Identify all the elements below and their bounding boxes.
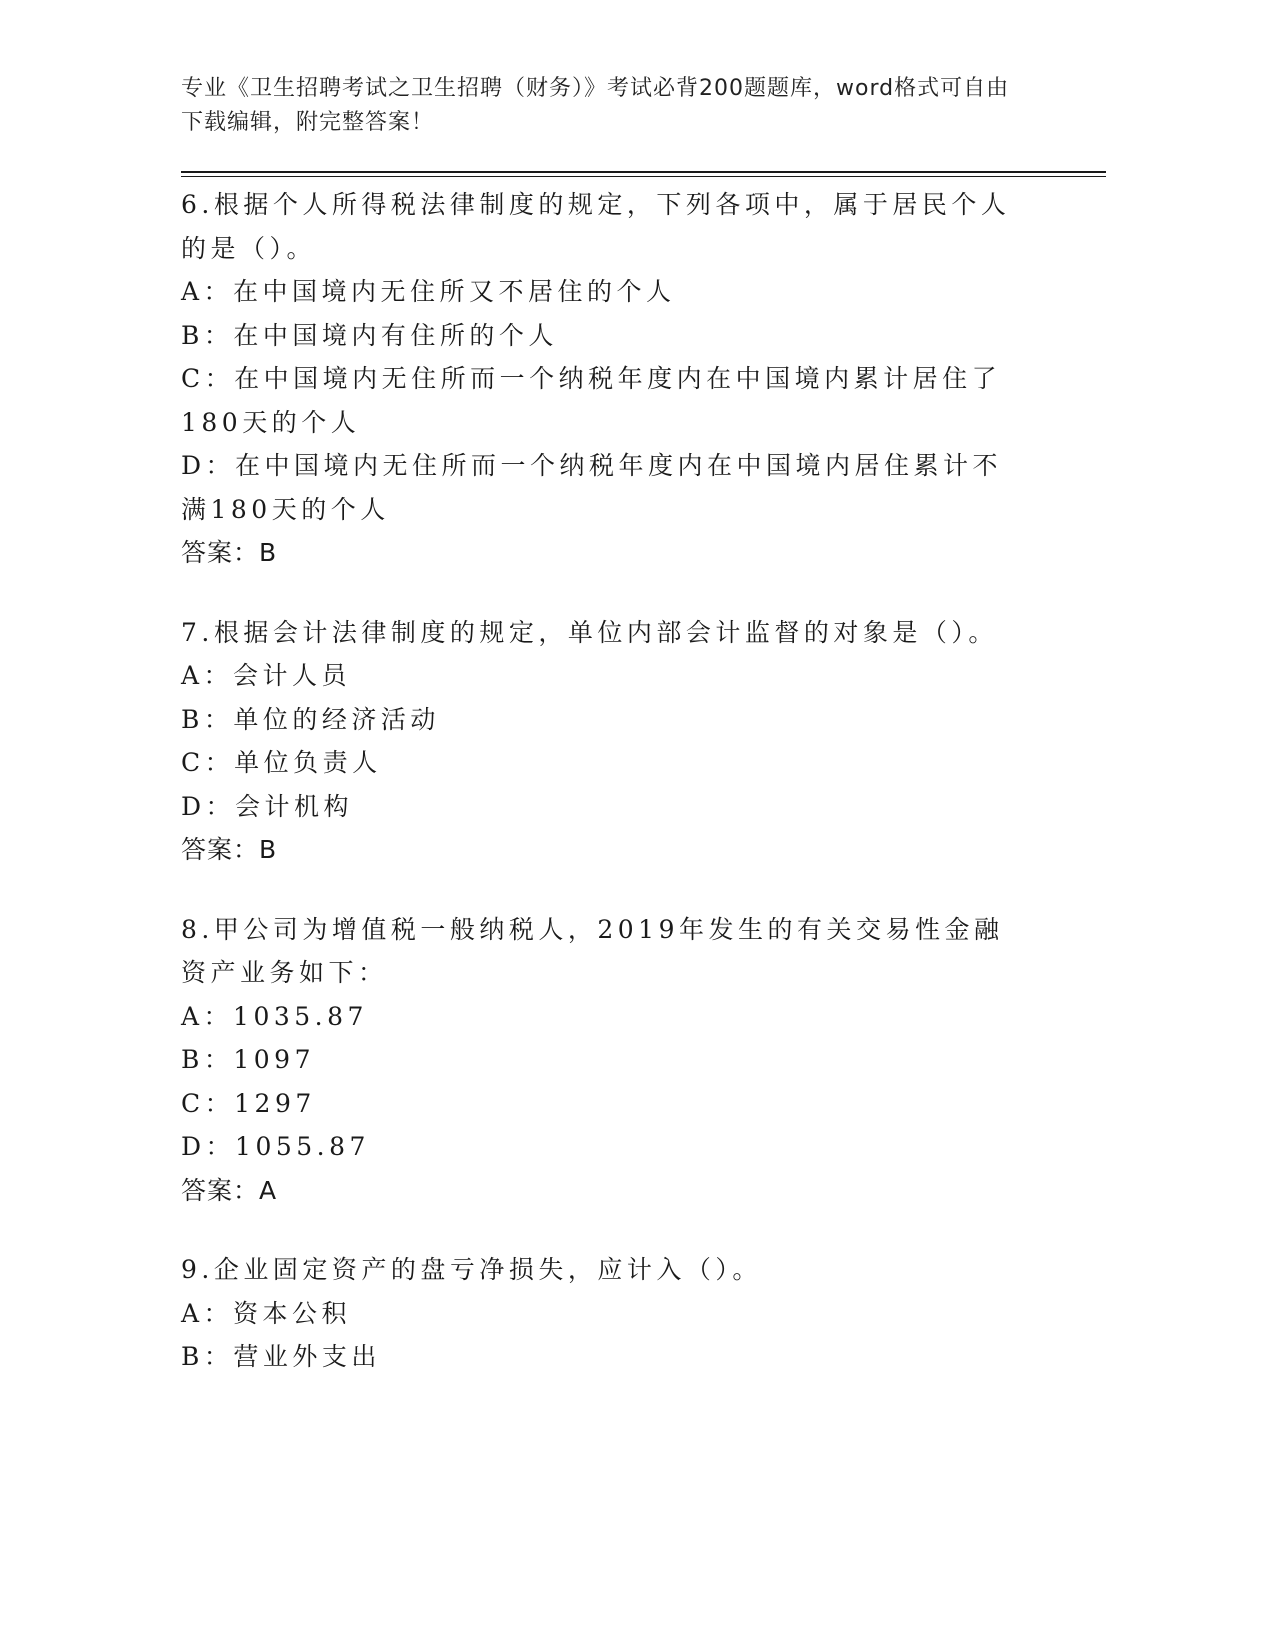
answer: 答案：B [181,835,278,864]
document-header: 专业《卫生招聘考试之卫生招聘（财务）》考试必背200题题库，word格式可自由下载编辑，附完整答案！ [181,76,1010,135]
option-d: D：会计机构 [181,791,354,821]
header-divider-thin [181,176,1106,177]
option-c: C：1297 [181,1088,316,1118]
option-c: C：在中国境内无住所而一个纳税年度内在中国境内累计居住了180天的个人 [181,364,1002,437]
option-b: B：在中国境内有住所的个人 [181,320,558,350]
question-8 [181,908,1031,1213]
option-a: A：1035.87 [181,1001,368,1031]
question-stem: 9.企业固定资产的盘亏净损失，应计入（）。 [181,1255,762,1284]
answer: 答案：A [181,1175,278,1205]
header-divider-thick [181,171,1106,173]
option-b: B：营业外支出 [181,1342,381,1371]
question-stem: 6.根据个人所得税法律制度的规定，下列各项中，属于居民个人的是（）。 [181,190,1011,263]
question-list [181,183,1031,1415]
option-a: A：在中国境内无住所又不居住的个人 [181,277,676,306]
option-c: C：单位负责人 [181,748,382,777]
question-stem: 8.甲公司为增值税一般纳税人，2019年发生的有关交易性金融资产业务如下： [181,914,1004,987]
option-a: A：资本公积 [181,1298,352,1328]
question-stem: 7.根据会计法律制度的规定，单位内部会计监督的对象是（）。 [181,617,998,647]
question-9 [181,1248,1031,1379]
option-a: A：会计人员 [181,661,352,690]
question-7 [181,611,1031,872]
option-b: B：1097 [181,1045,315,1074]
option-d: D：1055.87 [181,1132,370,1161]
option-b: B：单位的经济活动 [181,704,440,734]
question-6 [181,183,1031,575]
answer: 答案：B [181,538,278,567]
option-d: D：在中国境内无住所而一个纳税年度内在中国境内居住累计不满180天的个人 [181,451,1003,524]
